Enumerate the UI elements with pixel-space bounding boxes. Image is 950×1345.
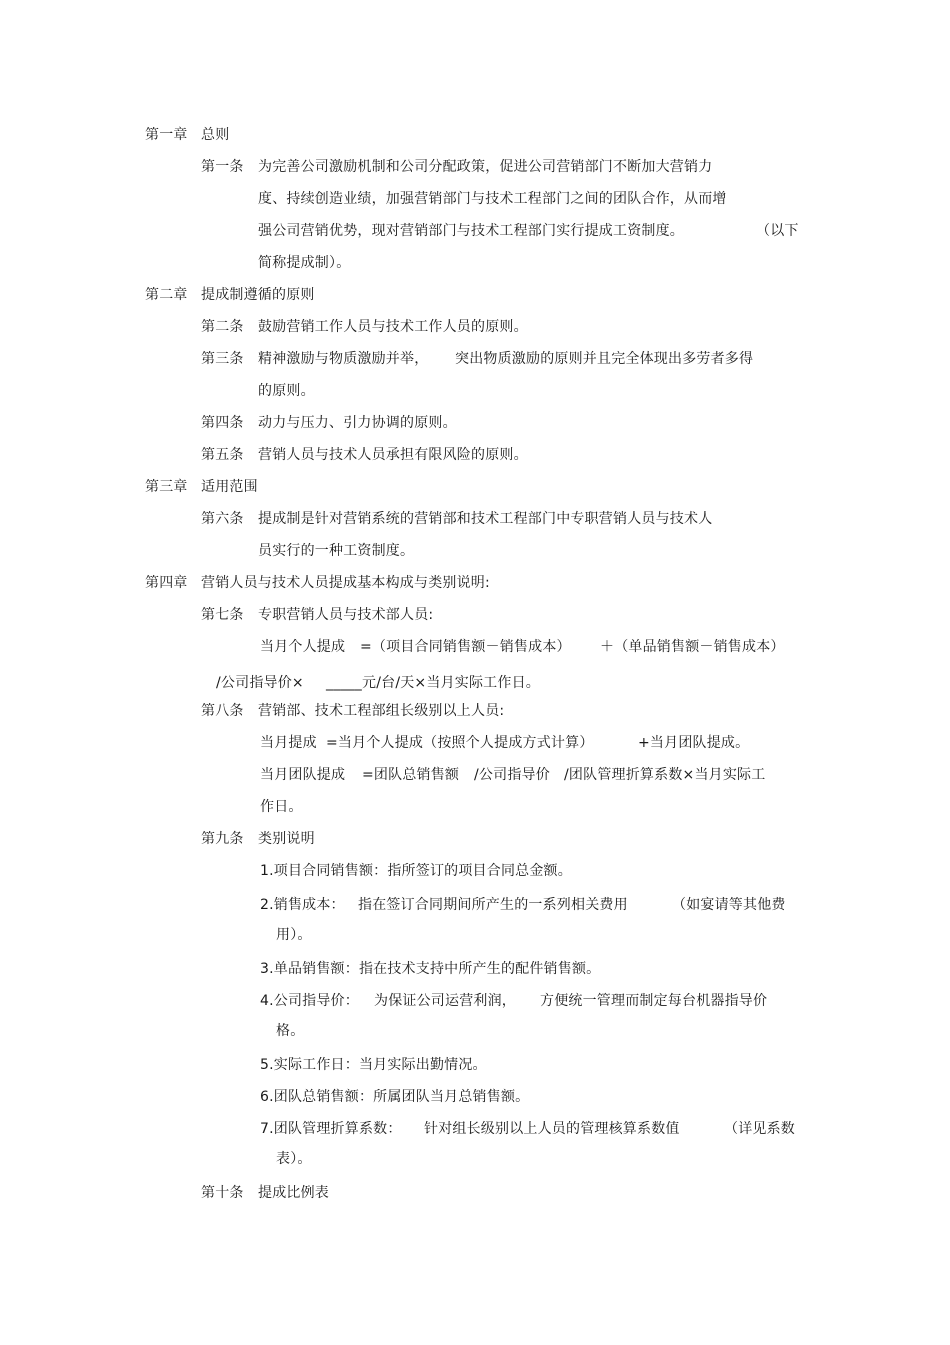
article-3-line-2: 的原则。	[258, 383, 315, 399]
chapter-3-title: 适用范围	[201, 479, 258, 495]
article-6-line-2: 员实行的一种工资制度。	[258, 543, 415, 559]
article-8-formula-2-part-1: =团队总销售额	[362, 767, 460, 783]
article-2-label: 第二条	[201, 319, 244, 335]
article-7-formula-part-4: _____元/台/天×当月实际工作日。	[326, 675, 540, 691]
definition-item-4-term: 4.公司指导价：	[260, 993, 359, 1009]
definition-item-2-cont: 用）。	[276, 927, 312, 943]
article-7-formula-part-3: /公司指导价×	[216, 675, 304, 691]
article-7-formula-term: 当月个人提成	[260, 639, 346, 655]
article-4-label: 第四条	[201, 415, 244, 431]
article-9-label: 第九条	[201, 831, 244, 847]
definition-item-7-note: （详见系数	[724, 1121, 795, 1137]
definition-item-4-body-2: 方便统一管理而制定每台机器指导价	[540, 993, 768, 1009]
article-3-line-1a: 精神激励与物质激励并举，	[258, 351, 429, 367]
article-1-line-3-tail: （以下	[756, 223, 799, 239]
definition-item-2-term: 2.销售成本：	[260, 897, 345, 913]
definition-item-6: 6.团队总销售额：所属团队当月总销售额。	[260, 1089, 530, 1105]
definition-item-3: 3.单品销售额：指在技术支持中所产生的配件销售额。	[260, 961, 601, 977]
chapter-4-label: 第四章	[145, 575, 188, 591]
definition-item-1: 1.项目合同销售额：指所签订的项目合同总金额。	[260, 863, 572, 879]
article-10-line-1: 提成比例表	[258, 1185, 329, 1201]
article-1-line-1: 为完善公司激励机制和公司分配政策，促进公司营销部门不断加大营销力	[258, 159, 713, 175]
definition-item-2-body: 指在签订合同期间所产生的一系列相关费用	[358, 897, 628, 913]
article-7-line-1: 专职营销人员与技术部人员:	[258, 607, 434, 623]
article-1-line-2: 度、持续创造业绩，加强营销部门与技术工程部门之间的团队合作，从而增	[258, 191, 727, 207]
chapter-1-label: 第一章	[145, 127, 188, 143]
article-6-line-1: 提成制是针对营销系统的营销部和技术工程部门中专职营销人员与技术人	[258, 511, 713, 527]
article-8-formula-3: 作日。	[260, 799, 303, 815]
chapter-3-label: 第三章	[145, 479, 188, 495]
definition-item-7-cont: 表）。	[276, 1151, 312, 1167]
article-1-line-4: 简称提成制）。	[258, 255, 351, 271]
chapter-2-title: 提成制遵循的原则	[201, 287, 315, 303]
definition-item-4-cont: 格。	[276, 1023, 305, 1039]
article-7-formula-part-1: =（项目合同销售额－销售成本）	[360, 639, 571, 655]
article-8-formula-2-term: 当月团队提成	[260, 767, 346, 783]
definition-item-7-term: 7.团队管理折算系数：	[260, 1121, 402, 1137]
article-5-line-1: 营销人员与技术人员承担有限风险的原则。	[258, 447, 528, 463]
article-8-formula-1-term: 当月提成	[260, 735, 317, 751]
article-7-formula-part-2: ＋（单品销售额－销售成本）	[600, 639, 785, 655]
article-8-label: 第八条	[201, 703, 244, 719]
definition-item-4-body-1: 为保证公司运营利润，	[374, 993, 516, 1009]
article-8-formula-2-part-2: /公司指导价	[474, 767, 550, 783]
article-2-line-1: 鼓励营销工作人员与技术工作人员的原则。	[258, 319, 528, 335]
article-8-line-1: 营销部、技术工程部组长级别以上人员:	[258, 703, 505, 719]
article-1-line-3: 强公司营销优势，现对营销部门与技术工程部门实行提成工资制度。	[258, 223, 684, 239]
article-9-line-1: 类别说明	[258, 831, 315, 847]
article-7-label: 第七条	[201, 607, 244, 623]
chapter-1-title: 总则	[201, 127, 230, 143]
article-8-formula-1-part-1: =当月个人提成（按照个人提成方式计算）	[326, 735, 594, 751]
article-8-formula-2-part-3: /团队管理折算系数×当月实际工	[564, 767, 766, 783]
article-10-label: 第十条	[201, 1185, 244, 1201]
definition-item-5: 5.实际工作日：当月实际出勤情况。	[260, 1057, 487, 1073]
definition-item-7-body: 针对组长级别以上人员的管理核算系数值	[424, 1121, 680, 1137]
article-3-label: 第三条	[201, 351, 244, 367]
definition-item-2-note: （如宴请等其他费	[672, 897, 786, 913]
article-6-label: 第六条	[201, 511, 244, 527]
chapter-2-label: 第二章	[145, 287, 188, 303]
article-8-formula-1-part-2: +当月团队提成。	[638, 735, 750, 751]
article-4-line-1: 动力与压力、引力协调的原则。	[258, 415, 457, 431]
article-5-label: 第五条	[201, 447, 244, 463]
article-1-label: 第一条	[201, 159, 244, 175]
chapter-4-title: 营销人员与技术人员提成基本构成与类别说明:	[201, 575, 490, 591]
article-3-line-1b: 突出物质激励的原则并且完全体现出多劳者多得	[455, 351, 754, 367]
